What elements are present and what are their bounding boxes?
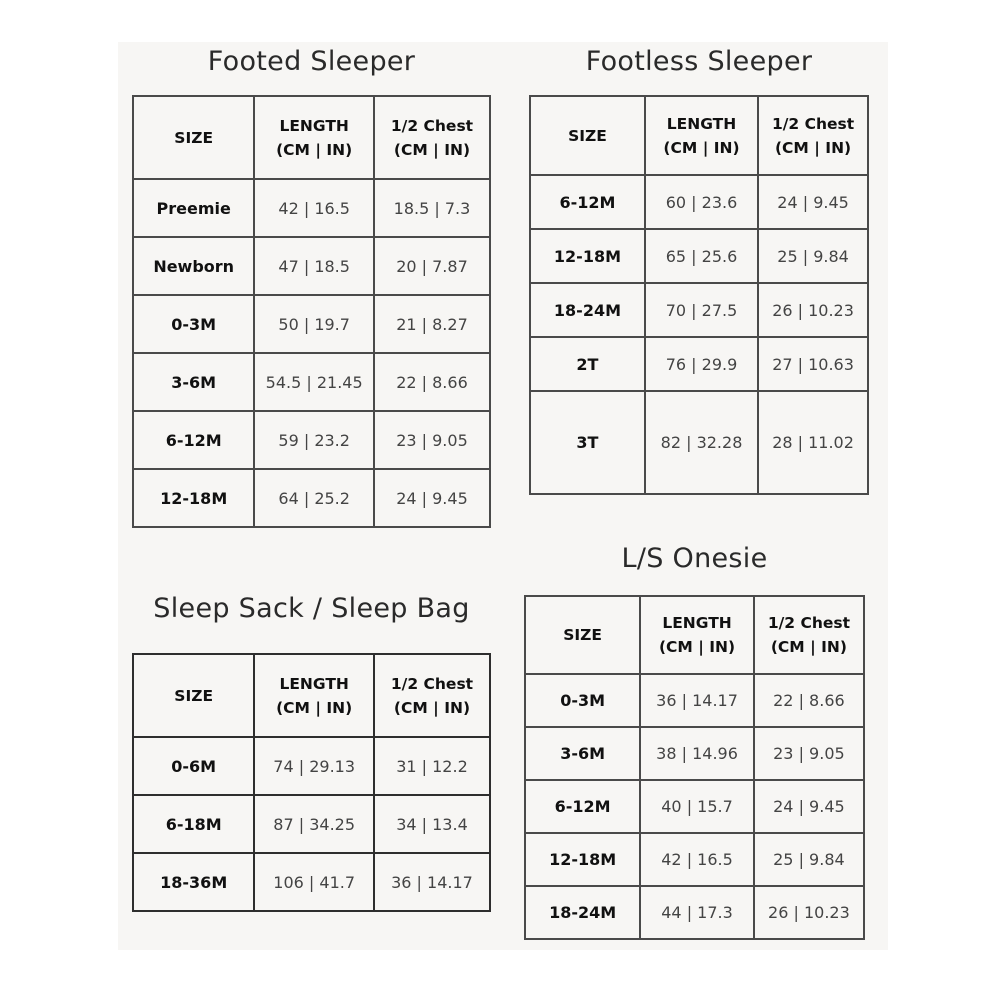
size-header (525, 596, 640, 674)
table-row (133, 795, 490, 853)
size-header (530, 96, 645, 175)
header-line: 1/2 Chest (390, 116, 474, 135)
header-line: (CM | IN) (658, 638, 736, 656)
chest-cell: 23 | 9.05 (754, 727, 864, 780)
length-cell: 76 | 29.9 (645, 337, 758, 391)
header-line: (CM | IN) (770, 638, 847, 656)
size-cell: 6-18M (133, 795, 254, 853)
header-line: LENGTH (666, 114, 737, 133)
header-line: (CM | IN) (276, 140, 353, 159)
chest-cell: 31 | 12.2 (374, 737, 490, 795)
length-cell: 60 | 23.6 (645, 175, 758, 229)
size-cell: 12-18M (530, 229, 645, 283)
size-cell: 6-12M (133, 411, 254, 469)
header-row (133, 96, 490, 179)
header-row (133, 654, 490, 737)
chest-header (758, 96, 868, 175)
table-row (133, 469, 490, 527)
size-cell: 6-12M (530, 175, 645, 229)
size-cell: Preemie (133, 179, 254, 237)
header-line: SIZE (174, 686, 214, 705)
chest-header (374, 654, 490, 737)
chest-cell: 18.5 | 7.3 (374, 179, 490, 237)
chart-title: Footless Sleeper (585, 46, 813, 77)
chest-header (754, 596, 864, 674)
size-table (132, 653, 491, 912)
header-line: LENGTH (279, 116, 349, 135)
chart-title: Sleep Sack / Sleep Bag (153, 593, 470, 624)
size-header (133, 96, 254, 179)
length-header (640, 596, 754, 674)
size-table (132, 95, 491, 528)
chest-cell: 22 | 8.66 (754, 674, 864, 727)
length-header (645, 96, 758, 175)
size-cell: 18-24M (525, 886, 640, 939)
size-cell: 18-36M (133, 853, 254, 911)
length-header (254, 96, 374, 179)
length-cell: 82 | 32.28 (645, 391, 758, 494)
size-cell: 3T (530, 391, 645, 494)
chest-cell: 36 | 14.17 (374, 853, 490, 911)
chest-cell: 21 | 8.27 (374, 295, 490, 353)
length-cell: 44 | 17.3 (640, 886, 754, 939)
chest-cell: 25 | 9.84 (754, 833, 864, 886)
size-cell: 2T (530, 337, 645, 391)
header-line: 1/2 Chest (771, 114, 855, 133)
chest-cell: 22 | 8.66 (374, 353, 490, 411)
header-line: (CM | IN) (393, 698, 471, 717)
chest-cell: 26 | 10.23 (758, 283, 868, 337)
size-cell: 0-6M (133, 737, 254, 795)
length-cell: 47 | 18.5 (254, 237, 374, 295)
length-cell: 42 | 16.5 (254, 179, 374, 237)
chest-cell: 23 | 9.05 (374, 411, 490, 469)
header-line: LENGTH (279, 674, 349, 693)
table-row (133, 179, 490, 237)
header-line: SIZE (568, 126, 607, 145)
table-row (525, 833, 864, 886)
length-cell: 54.5 | 21.45 (254, 353, 374, 411)
header-line: LENGTH (662, 614, 732, 632)
table-row (530, 175, 868, 229)
table-row (530, 229, 868, 283)
length-cell: 65 | 25.6 (645, 229, 758, 283)
header-line: SIZE (174, 128, 214, 147)
chest-cell: 24 | 9.45 (758, 175, 868, 229)
size-cell: Newborn (133, 237, 254, 295)
header-line: (CM | IN) (276, 698, 353, 717)
size-cell: 0-3M (525, 674, 640, 727)
table-row (525, 780, 864, 833)
table-row (133, 411, 490, 469)
table-row (525, 674, 864, 727)
length-cell: 40 | 15.7 (640, 780, 754, 833)
header-row (525, 596, 864, 674)
chest-cell: 26 | 10.23 (754, 886, 864, 939)
length-cell: 106 | 41.7 (254, 853, 374, 911)
size-table (524, 595, 865, 940)
length-cell: 70 | 27.5 (645, 283, 758, 337)
table-row (525, 886, 864, 939)
length-cell: 36 | 14.17 (640, 674, 754, 727)
header-line: (CM | IN) (663, 138, 740, 157)
chest-cell: 28 | 11.02 (758, 391, 868, 494)
length-cell: 42 | 16.5 (640, 833, 754, 886)
size-table (529, 95, 869, 495)
table-row (530, 283, 868, 337)
table-row (133, 737, 490, 795)
size-cell: 6-12M (525, 780, 640, 833)
chest-cell: 27 | 10.63 (758, 337, 868, 391)
length-cell: 59 | 23.2 (254, 411, 374, 469)
table-row (133, 353, 490, 411)
table-row (530, 391, 868, 494)
table-row (525, 727, 864, 780)
chest-cell: 20 | 7.87 (374, 237, 490, 295)
length-cell: 50 | 19.7 (254, 295, 374, 353)
size-cell: 0-3M (133, 295, 254, 353)
header-row (530, 96, 868, 175)
length-cell: 74 | 29.13 (254, 737, 374, 795)
size-cell: 3-6M (133, 353, 254, 411)
chest-cell: 25 | 9.84 (758, 229, 868, 283)
header-line: (CM | IN) (774, 138, 852, 157)
table-row (133, 853, 490, 911)
length-cell: 38 | 14.96 (640, 727, 754, 780)
chest-cell: 24 | 9.45 (374, 469, 490, 527)
table-row (133, 295, 490, 353)
chest-cell: 24 | 9.45 (754, 780, 864, 833)
size-header (133, 654, 254, 737)
table-row (133, 237, 490, 295)
header-line: 1/2 Chest (767, 614, 850, 632)
chest-cell: 34 | 13.4 (374, 795, 490, 853)
length-cell: 64 | 25.2 (254, 469, 374, 527)
length-header (254, 654, 374, 737)
chart-title: Footed Sleeper (207, 46, 416, 77)
header-line: 1/2 Chest (390, 674, 474, 693)
size-cell: 12-18M (525, 833, 640, 886)
size-cell: 3-6M (525, 727, 640, 780)
chest-header (374, 96, 490, 179)
length-cell: 87 | 34.25 (254, 795, 374, 853)
size-cell: 18-24M (530, 283, 645, 337)
chart-title: L/S Onesie (621, 543, 768, 574)
table-row (530, 337, 868, 391)
header-line: (CM | IN) (393, 140, 471, 159)
size-cell: 12-18M (133, 469, 254, 527)
header-line: SIZE (563, 626, 602, 644)
